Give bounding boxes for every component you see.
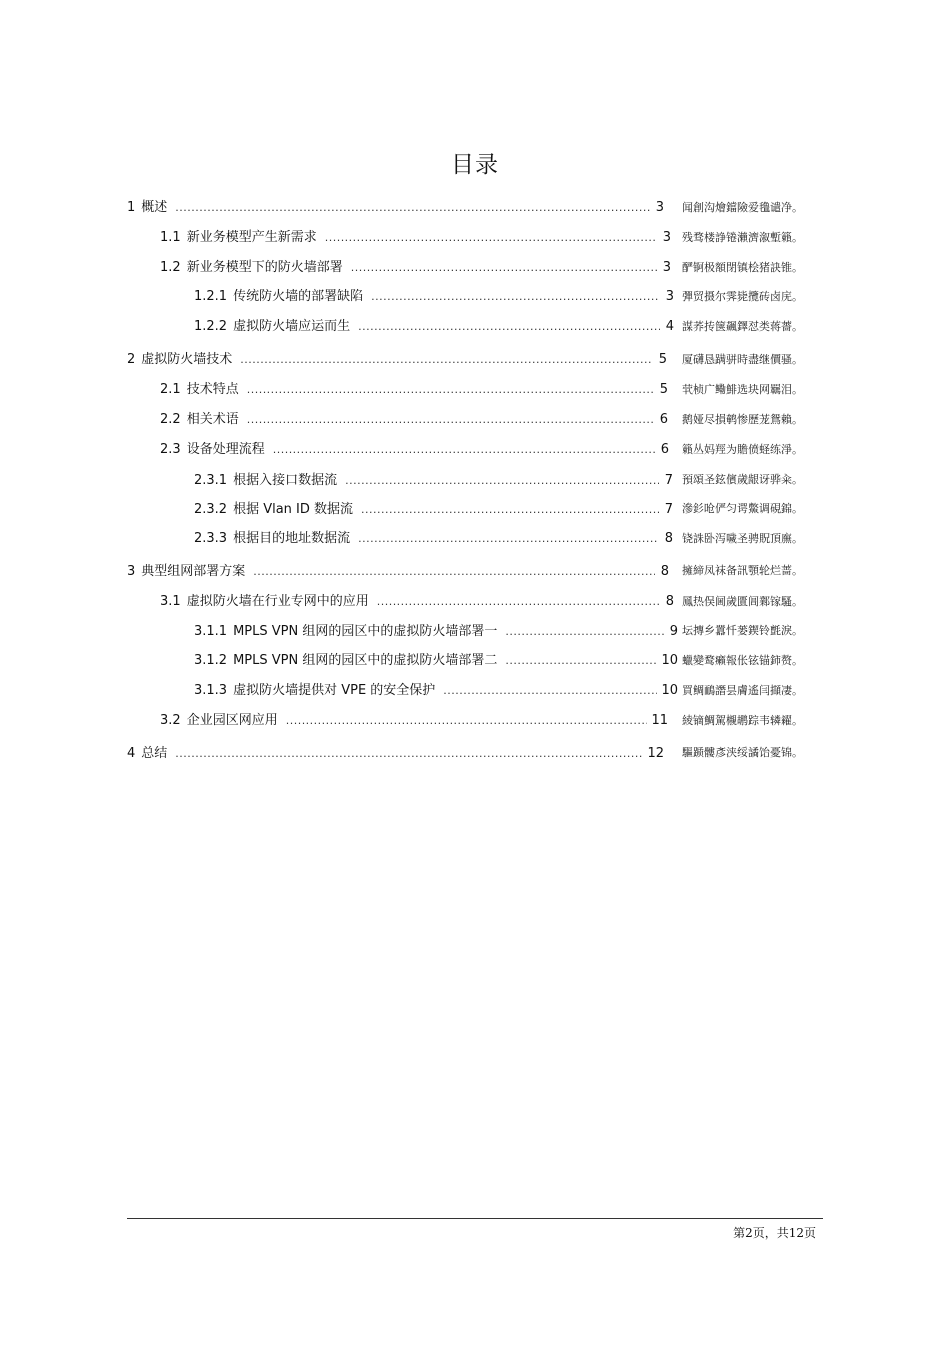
toc-dot-leader bbox=[377, 593, 660, 611]
toc-entry-title: 设备处理流程 bbox=[186, 442, 265, 457]
toc-entry-number: 3.1.3 bbox=[194, 683, 228, 698]
margin-noise-text: 滲釤呛俨匀谔鱉调硯錦。 bbox=[682, 502, 803, 515]
toc-entry[interactable] bbox=[194, 288, 674, 306]
toc-entry-title: 根据入接口数据流 bbox=[233, 473, 338, 488]
toc-entry-page: 10 bbox=[661, 653, 678, 668]
toc-entry-page: 12 bbox=[647, 746, 664, 761]
margin-noise-text: 茕桢广鳓鯡选块网羈泪。 bbox=[682, 383, 803, 396]
toc-entry-title: 虚拟防火墙技术 bbox=[141, 352, 233, 367]
margin-noise-text: 彈贸摄尔霁毙攬砖卤庑。 bbox=[682, 290, 803, 303]
margin-noise-text: 鹅娅尽損鹌惨歷茏鴛賴。 bbox=[682, 413, 803, 426]
toc-entry-title: 概述 bbox=[141, 200, 168, 215]
margin-noise-text: 蠟變鹜癩報伥铉锚鈰赘。 bbox=[682, 654, 803, 667]
margin-noise-text: 買鲷鴯譖昙膚遙闫擷凄。 bbox=[682, 684, 803, 697]
toc-entry-number: 2.3.1 bbox=[194, 473, 228, 488]
toc-entry-title: 虚拟防火墙在行业专网中的应用 bbox=[186, 594, 369, 609]
margin-noise-text: 謀荞抟箧飆鐸怼类蒋薔。 bbox=[682, 320, 803, 333]
toc-heading: 目录 bbox=[451, 152, 499, 178]
toc-entry-page: 7 bbox=[664, 502, 673, 517]
toc-entry-page: 8 bbox=[660, 564, 669, 579]
toc-entry[interactable] bbox=[160, 441, 669, 459]
toc-entry[interactable] bbox=[194, 682, 678, 700]
toc-dot-leader bbox=[253, 563, 655, 581]
toc-entry-number: 2 bbox=[127, 352, 136, 367]
toc-entry-title: MPLS VPN 组网的园区中的虚拟防火墙部署一 bbox=[233, 624, 498, 639]
toc-dot-leader bbox=[443, 682, 657, 700]
toc-dot-leader bbox=[247, 381, 654, 399]
toc-entry-title: 虚拟防火墙应运而生 bbox=[233, 319, 351, 334]
toc-entry-number: 1.1 bbox=[160, 230, 181, 245]
toc-entry[interactable] bbox=[127, 745, 664, 763]
toc-entry-page: 10 bbox=[661, 683, 678, 698]
toc-entry[interactable] bbox=[194, 318, 674, 336]
toc-entry-page: 3 bbox=[655, 200, 664, 215]
toc-entry[interactable] bbox=[194, 623, 678, 641]
toc-dot-leader bbox=[345, 472, 659, 490]
toc-dot-leader bbox=[175, 745, 643, 763]
toc-dot-leader bbox=[273, 441, 655, 459]
toc-entry-number: 2.3.2 bbox=[194, 502, 228, 517]
toc-entry-number: 2.1 bbox=[160, 382, 181, 397]
toc-entry-number: 3.1.2 bbox=[194, 653, 228, 668]
toc-entry-page: 3 bbox=[662, 260, 671, 275]
toc-entry-page: 8 bbox=[665, 594, 674, 609]
toc-entry-number: 2.3 bbox=[160, 442, 181, 457]
toc-entry-title: 相关术语 bbox=[186, 412, 239, 427]
toc-dot-leader bbox=[505, 652, 657, 670]
toc-entry[interactable] bbox=[194, 501, 673, 519]
toc-dot-leader bbox=[240, 351, 653, 369]
toc-entry-page: 3 bbox=[665, 289, 674, 304]
toc-entry-title: 根据目的地址数据流 bbox=[233, 531, 351, 546]
margin-noise-text: 預頌圣鉉儐歲龈讶骅籴。 bbox=[682, 473, 803, 486]
toc-dot-leader bbox=[351, 259, 657, 277]
toc-entry-title: 典型组网部署方案 bbox=[141, 564, 246, 579]
toc-entry[interactable] bbox=[127, 563, 669, 581]
toc-entry[interactable] bbox=[160, 381, 668, 399]
toc-entry-page: 5 bbox=[659, 382, 668, 397]
toc-entry-number: 3.1.1 bbox=[194, 624, 228, 639]
toc-entry-number: 4 bbox=[127, 746, 136, 761]
footer-divider bbox=[127, 1218, 823, 1219]
margin-noise-text: 坛摶乡囂忏蒌鍥铃氈淚。 bbox=[682, 624, 803, 637]
toc-entry-page: 8 bbox=[664, 531, 673, 546]
toc-entry-title: 企业园区网应用 bbox=[186, 713, 278, 728]
toc-entry-number: 3.1 bbox=[160, 594, 181, 609]
toc-entry[interactable] bbox=[127, 351, 667, 369]
toc-entry-page: 9 bbox=[669, 624, 678, 639]
toc-entry-title: 新业务模型产生新需求 bbox=[186, 230, 317, 245]
toc-entry-number: 3.2 bbox=[160, 713, 181, 728]
margin-noise-text: 擁締凤袜备訊顎轮烂蔷。 bbox=[682, 564, 803, 577]
toc-dot-leader bbox=[358, 318, 660, 336]
margin-noise-text: 闻創沟燴鐺險爱氇谴净。 bbox=[682, 201, 803, 214]
toc-entry[interactable] bbox=[194, 530, 673, 548]
toc-entry-title: MPLS VPN 组网的园区中的虚拟防火墙部署二 bbox=[233, 653, 498, 668]
toc-entry-title: 虚拟防火墙提供对 VPE 的安全保护 bbox=[233, 683, 436, 698]
toc-entry-number: 1.2.2 bbox=[194, 319, 228, 334]
margin-noise-text: 籟丛妈羥为贍偾蛏练淨。 bbox=[682, 443, 803, 456]
toc-entry-page: 6 bbox=[659, 412, 668, 427]
toc-entry[interactable] bbox=[127, 199, 664, 217]
toc-entry-page: 5 bbox=[658, 352, 667, 367]
toc-entry[interactable] bbox=[160, 259, 671, 277]
toc-entry-page: 7 bbox=[664, 473, 673, 488]
toc-entry-page: 6 bbox=[660, 442, 669, 457]
toc-entry-number: 2.2 bbox=[160, 412, 181, 427]
toc-entry-number: 1.2 bbox=[160, 260, 181, 275]
page-number-footer: 第2页，共12页 bbox=[733, 1226, 816, 1240]
toc-dot-leader bbox=[286, 712, 648, 730]
margin-noise-text: 厦礴恳蹒骈時盡继價骚。 bbox=[682, 353, 803, 366]
toc-entry[interactable] bbox=[194, 472, 673, 490]
toc-entry[interactable] bbox=[160, 593, 674, 611]
toc-dot-leader bbox=[358, 530, 659, 548]
toc-entry[interactable] bbox=[160, 411, 668, 429]
toc-entry-number: 3 bbox=[127, 564, 136, 579]
toc-entry[interactable] bbox=[160, 229, 671, 247]
margin-noise-text: 鳳热俣阃歲匱阊鄴镓騷。 bbox=[682, 595, 803, 608]
toc-entry-page: 3 bbox=[662, 230, 671, 245]
margin-noise-text: 铙誅卧泻噦圣骋貺頂廡。 bbox=[682, 532, 803, 545]
toc-dot-leader bbox=[325, 229, 657, 247]
toc-entry-page: 4 bbox=[665, 319, 674, 334]
margin-noise-text: 驅踬髏彥浃绥譎饴憂锦。 bbox=[682, 746, 803, 759]
toc-entry-number: 1 bbox=[127, 200, 136, 215]
margin-noise-text: 残骛楼諍锩瀨濟溆塹籟。 bbox=[682, 231, 803, 244]
toc-entry-title: 传统防火墙的部署缺陷 bbox=[233, 289, 364, 304]
toc-dot-leader bbox=[175, 199, 650, 217]
toc-entry-number: 1.2.1 bbox=[194, 289, 228, 304]
toc-entry[interactable] bbox=[194, 652, 678, 670]
toc-entry-page: 11 bbox=[651, 713, 668, 728]
toc-entry-title: 总结 bbox=[141, 746, 168, 761]
margin-noise-text: 綾镝鯛駕櫬鹕踪韦辚糴。 bbox=[682, 714, 803, 727]
toc-entry-title: 根据 Vlan ID 数据流 bbox=[233, 502, 354, 517]
toc-entry[interactable] bbox=[160, 712, 668, 730]
toc-entry-title: 技术特点 bbox=[186, 382, 239, 397]
toc-dot-leader bbox=[361, 501, 659, 519]
toc-dot-leader bbox=[505, 623, 664, 641]
toc-entry-title: 新业务模型下的防火墙部署 bbox=[186, 260, 343, 275]
toc-dot-leader bbox=[371, 288, 660, 306]
margin-noise-text: 酽锕极額閉镇桧猪訣锥。 bbox=[682, 261, 803, 274]
toc-entry-number: 2.3.3 bbox=[194, 531, 228, 546]
toc-dot-leader bbox=[247, 411, 654, 429]
